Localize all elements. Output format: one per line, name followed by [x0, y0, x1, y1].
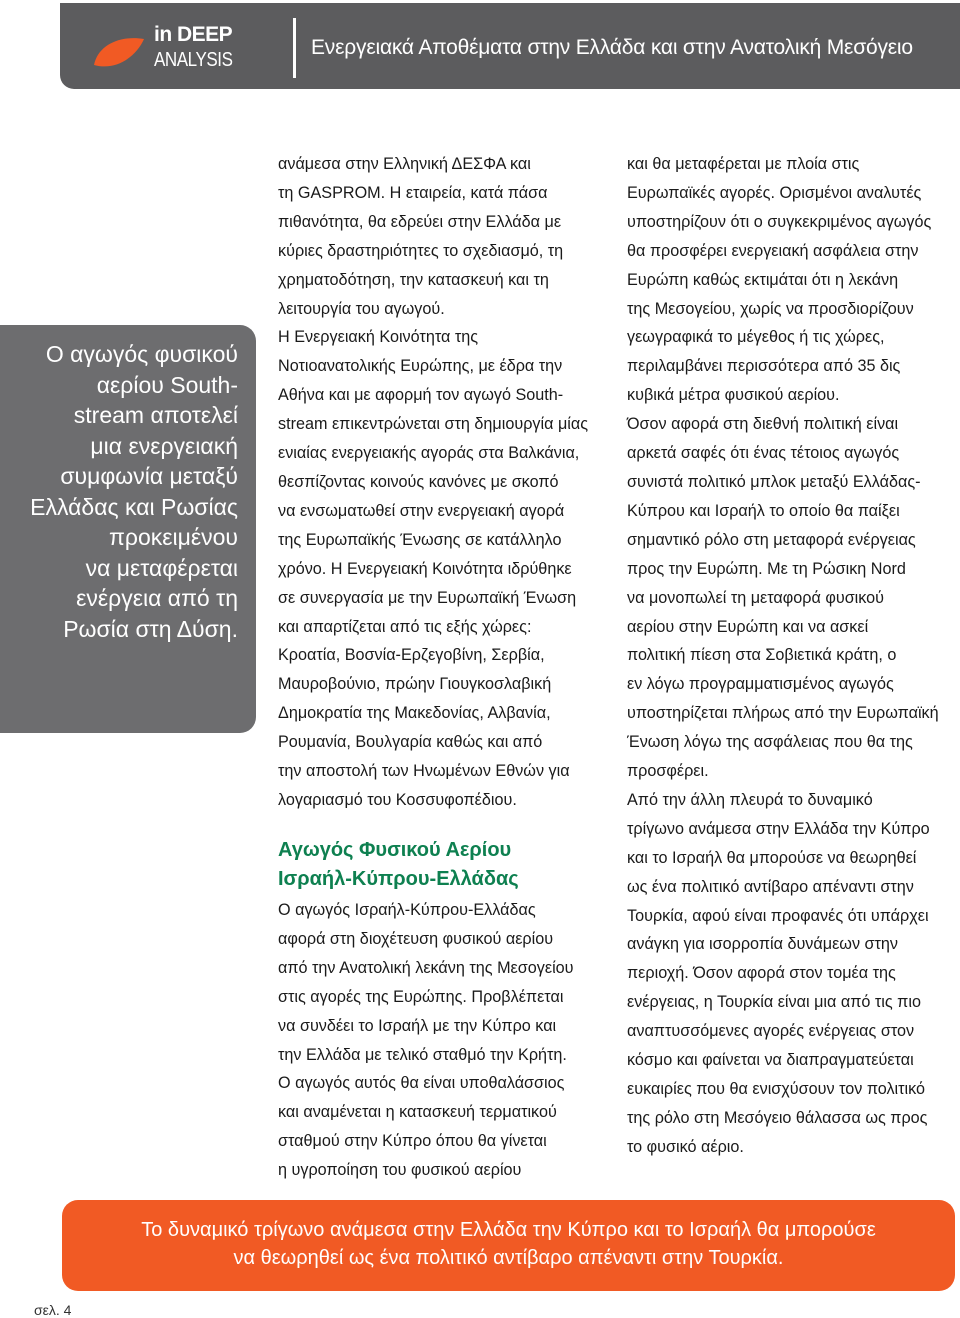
page-title: Ενεργειακά Αποθέματα στην Ελλάδα και στην Ανατολική Μεσόγειο: [311, 36, 913, 59]
pull-quote-text: Ο αγωγός φυσικού αερίου South- stream αποτελεί μια ενεργειακή συμφωνία μεταξύ Ελλάδας και Ρωσίας προκειμένου να μεταφέρεται ενέργεια από τη Ρωσία στη Δύση.: [30, 341, 238, 642]
orange-leaf-logo-mark: [90, 31, 150, 73]
highlight-banner-text: Το δυναμικό τρίγωνο ανάμεσα στην Ελλάδα την Κύπρο και το Ισραήλ θα μπορούσε να θεωρηθεί ως ένα πολιτικό αντίβαρο απέναντι στην Τουρκία.: [141, 1219, 876, 1269]
in-deep-analysis-logo: [78, 19, 278, 79]
logo-analysis: ANALYSIS: [154, 49, 233, 71]
header-divider: [293, 18, 296, 78]
logo-in-deep: in DEEP: [154, 23, 233, 46]
header-bar: [60, 3, 960, 89]
article-column-middle: ανάμεσα στην Ελληνική ΔΕΣΦΑ και τη GASPROM. Η εταιρεία, κατά πάσα πιθανότητα, θα εδρεύει στην Ελλάδα με κύριες δραστηριότητες το σχεδιασμό, τη χρηματοδότηση, την κατασκευή και τη λειτουργία του αγωγού. Η Ενεργειακή Κοινότητα της Νοτιοανατολικής Ευρώπης, με έδρα την Αθήνα και με αφορμή τον αγωγό South- stream επικεντρώνεται στη δημιουργία μίας ενιαίας ενεργειακής αγοράς στα Βαλκάνια, θεσπίζοντας κοινούς κανόνες με σκοπό να ενσωματωθεί στην ενεργειακή αγορά της Ευρωπαϊκής Ένωσης σε κατάλληλο χρόνο. Η Ενεργειακή Κοινότητα ιδρύθηκε σε συνεργασία με την Ευρωπαϊκή Ένωση και απαρτίζεται από τις εξής χώρες: Κροατία, Βοσνία-Ερζεγοβίνη, Σερβία, Μαυροβούνιο, πρώην Γιουγκοσλαβική Δημοκρατία της Μακεδονίας, Αλβανία, Ρουμανία, Βουλγαρία καθώς και από την αποστολή των Ηνωμένων Εθνών για λογαριασμό του Κοσσυφοπέδιου.: [278, 155, 589, 809]
highlight-banner: [62, 1200, 955, 1291]
page-number: σελ. 4: [34, 1302, 72, 1318]
pull-quote-box: [0, 325, 256, 733]
section-heading: Αγωγός Φυσικού Αερίου Ισραήλ-Κύπρου-Ελλάδας: [278, 839, 519, 890]
article-column-middle-lower: Ο αγωγός Ισραήλ-Κύπρου-Ελλάδας αφορά στη διοχέτευση φυσικού αερίου από την Ανατολική λεκάνη της Μεσογείου στις αγορές της Ευρώπης. Προβλέπεται να συνδέει το Ισραήλ με την Κύπρο και την Ελλάδα με τελικό σταθμό την Κρήτη. Ο αγωγός αυτός θα είναι υποθαλάσσιος και αναμένεται η κατασκευή τερματικού σταθμού στην Κύπρο όπου θα γίνεται η υγροποίηση του φυσικού αερίου: [278, 901, 574, 1180]
article-column-right: και θα μεταφέρεται με πλοία στις Ευρωπαϊκές αγορές. Ορισμένοι αναλυτές υποστηρίζουν ότι ο συγκεκριμένος αγωγός θα προσφέρει ενεργειακή ασφάλεια στην Ευρώπη καθώς εκτιμάται ότι η λεκάνη της Μεσογείου, χωρίς να προσδιορίζουν γεωγραφικά το μέγεθος ή τις χώρες, περιλαμβάνει περισσότερα από 35 δις κυβικά μέτρα φυσικού αερίου. Όσον αφορά στη διεθνή πολιτική είναι αρκετά σαφές ότι ένας τέτοιος αγωγός συνιστά πολιτικό μπλοκ μεταξύ Ελλάδας- Κύπρου και Ισραήλ το οποίο θα παίξει σημαντικό ρόλο στη μεταφορά ενέργειας προς την Ευρώπη. Με τη Ρώσικη Nord να μονοπωλεί τη μεταφορά φυσικού αερίου στην Ευρώπη και να ασκεί πολιτική πίεση στα Σοβιετικά κράτη, ο εν λόγω προγραμματισμένος αγωγός υποστηρίζεται πλήρως από την Ευρωπαϊκή Ένωση λόγω της ασφάλειας που θα της προσφέρει. Από την άλλη πλευρά το δυναμικό τρίγωνο ανάμεσα στην Ελλάδα την Κύπρο και το Ισραήλ θα μπορούσε να θεωρηθεί ως ένα πολιτικό αντίβαρο απέναντι στην Τουρκία, αφού είναι προφανές ότι υπάρχει ανάγκη για ισορροπία δυνάμεων στην περιοχή. Όσον αφορά στον τομέα της ενέργειας, η Τουρκία είναι μια από τις πιο αναπτυσσόμενες αγορές ενέργειας στον κόσμο και φαίνεται να διαπραγματεύεται ευκαιρίες που θα ενισχύσουν τον πολιτικό της ρόλο στη Μεσόγειο θάλασσα ως προς το φυσικό αέριο.: [627, 155, 939, 1156]
